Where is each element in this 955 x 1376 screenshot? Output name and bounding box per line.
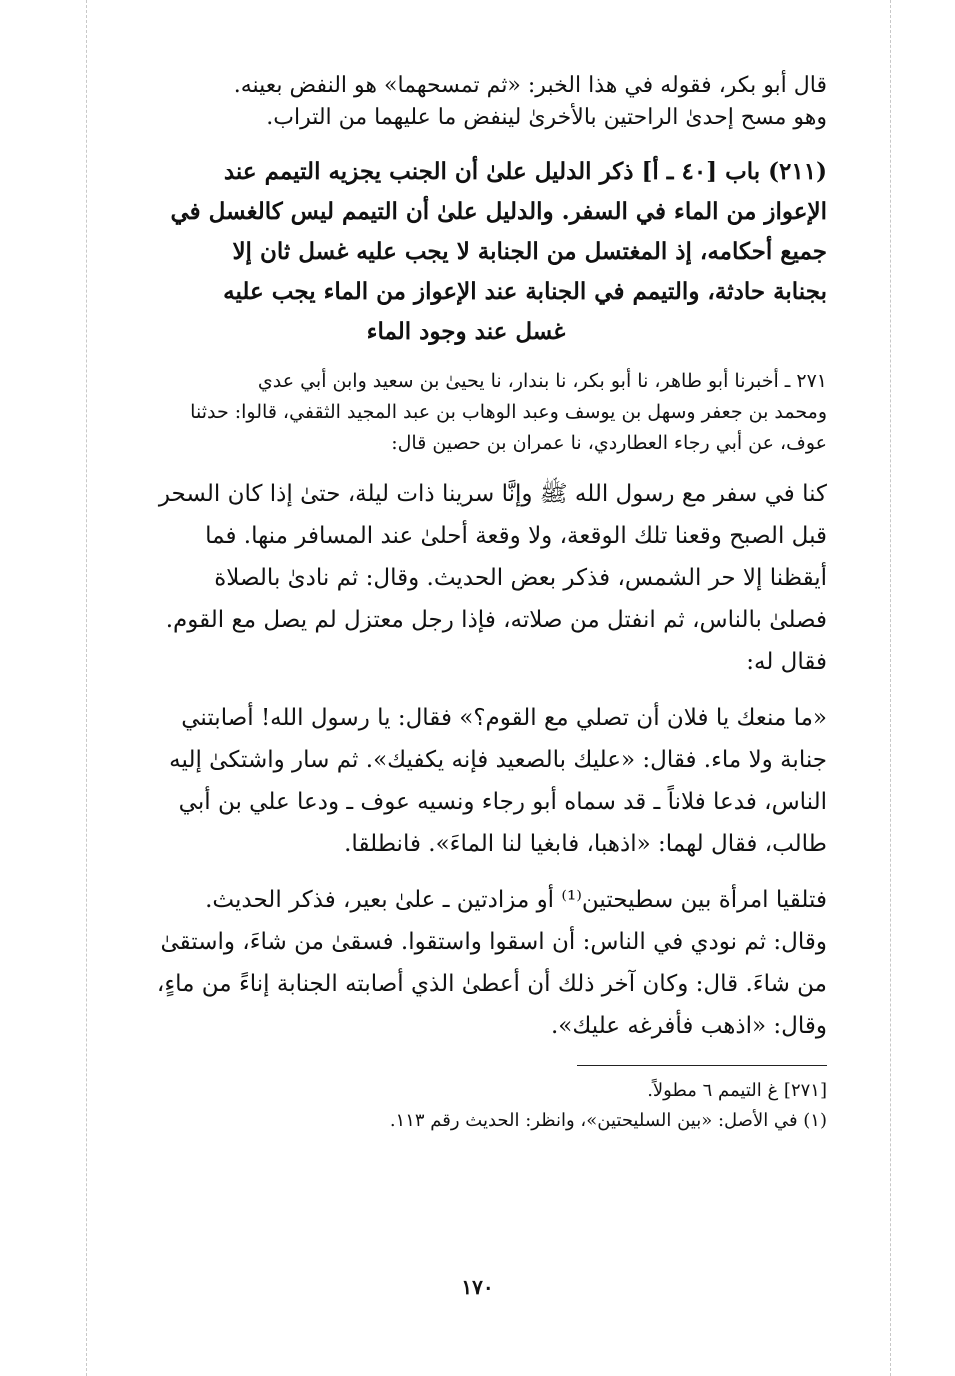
page-number: ١٧٠ [461,1275,494,1299]
text-line: قبل الصبح وقعنا تلك الوقعة، ولا وقعة أحلىٰ عند المسافر منها. فما [205,523,827,549]
footnote-line: (١) في الأصل: «بين السليحتين»، وانظر: الحديث رقم ١١٣. [389,1110,827,1131]
text-line: «ما منعك يا فلان أن تصلي مع القوم؟» فقال: يا رسول الله! أصابتني [181,705,827,731]
text-line: ومحمد بن جعفر وسهل بن يوسف وعبد الوهاب بن عبد المجيد الثقفي، قالوا: حدثنا [190,401,827,423]
text-line: طالب، فقال لهما: «اذهبا، فابغيا لنا الماءَ». فانطلقا. [344,831,827,857]
heading-line: بجنابة حادثة، والتيمم في الجنابة عند الإعواز من الماء يجب عليه [223,278,827,305]
page-text [105,70,827,1136]
margin-guide-left [86,0,87,1376]
hadith-paragraph-1 [105,473,827,683]
text-line: وقال: «اذهب فأفرغه عليك». [550,1013,827,1039]
heading-line: جميع أحكامه، إذ المغتسل من الجنابة لا يجب عليه غسل ثان إلا [232,238,827,265]
hadith-paragraph-3 [105,879,827,1047]
text-line: ٢٧١ ـ أخبرنا أبو طاهر، نا أبو بكر، نا بندار، نا يحيىٰ بن سعيد وابن أبي عدي [257,370,827,392]
intro-paragraph [105,70,827,134]
heading-line: غسل عند وجود الماء [366,318,566,345]
text-line: الناس، فدعا فلاناً ـ قد سماه أبو رجاء ونسيه عوف ـ ودعا علي بن أبي [178,789,827,815]
text-line: فتلقيا امرأة بين سطيحتين⁽¹⁾ أو مزادتين ـ علىٰ بعير، فذكر الحديث. [205,887,827,913]
heading-line: الإعواز من الماء في السفر. والدليل علىٰ أن التيمم ليس كالغسل في [170,198,827,225]
footnote-line: [٢٧١] غ التيمم ٦ مطولاً. [647,1080,827,1101]
footnotes [105,1076,827,1136]
text-line: جنابة ولا ماء. فقال: «عليك بالصعيد فإنه يكفيك». ثم سار واشتكىٰ إليه [169,747,827,773]
text-line: وهو مسح إحدىٰ الراحتين بالأخرىٰ لينفض ما عليهما من التراب. [266,105,827,130]
heading-line: (٢١١) باب [٤٠ ـ أ] ذكر الدليل علىٰ أن الجنب يجزيه التيمم عند [223,158,827,185]
text-line: عوف، عن أبي رجاء العطاردي، نا عمران بن حصين قال: [391,432,827,454]
footnote-separator [577,1065,827,1066]
text-line: فقال له: [746,649,827,675]
text-line: فصلىٰ بالناس، ثم انفتل من صلاته، فإذا رجل معتزل لم يصل مع القوم. [165,607,827,633]
hadith-paragraph-2 [105,697,827,865]
hadith-isnad [105,366,827,459]
text-line: أيقظنا إلا حر الشمس، فذكر بعض الحديث. وقال: ثم نادىٰ بالصلاة [214,565,827,591]
margin-guide-right [890,0,891,1376]
chapter-heading [105,152,827,352]
text-line: وقال: ثم نودي في الناس: أن اسقوا واستقوا. فسقىٰ من شاءَ، واستقىٰ [160,929,827,955]
text-line: قال أبو بكر، فقوله في هذا الخبر: «ثم تمسحهما» هو النفض بعينه. [233,73,827,98]
text-line: من شاءَ. قال: وكان آخر ذلك أن أعطىٰ الذي أصابته الجنابة إناءً من ماءٍ، [156,971,827,997]
text-line: كنا في سفر مع رسول الله ﷺ وإنَّا سرينا ذات ليلة، حتىٰ إذا كان السحر [158,481,827,507]
